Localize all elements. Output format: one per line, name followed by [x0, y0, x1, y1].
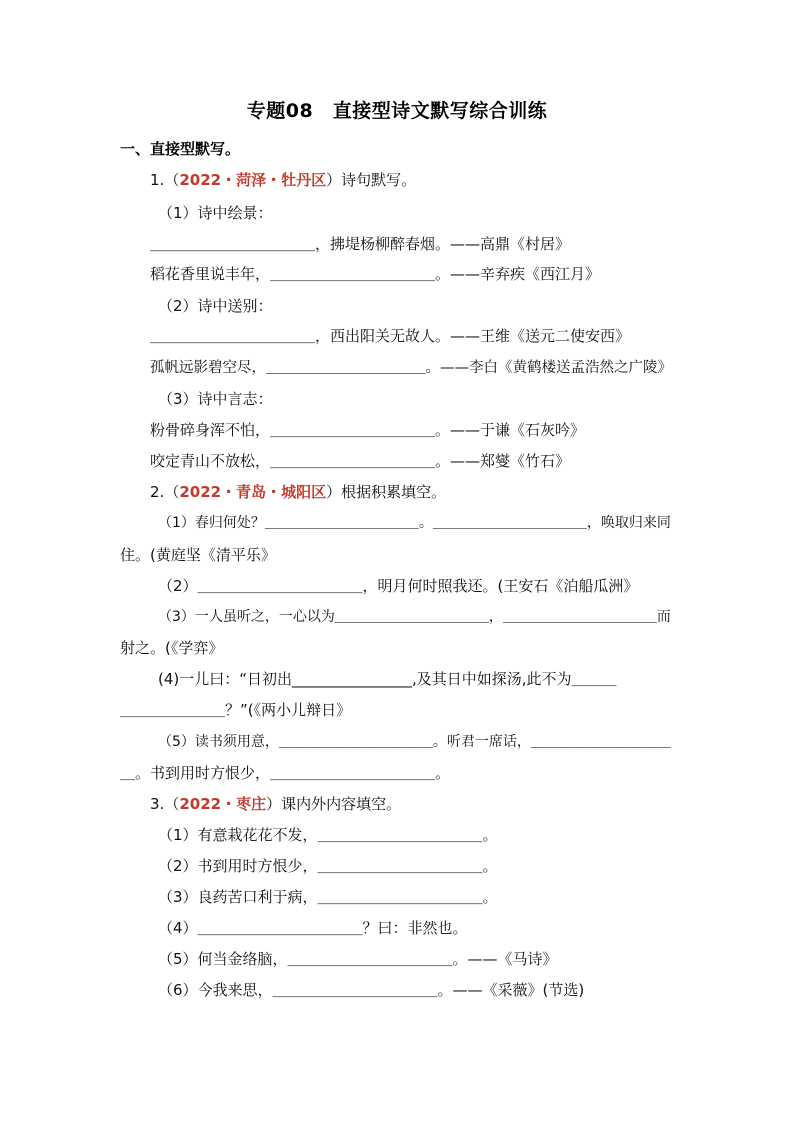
- q1-sub2-label: （2）诗中送别：: [158, 297, 273, 315]
- q2-s2: （2）＿＿＿＿＿＿＿＿＿＿＿，明月何时照我还。(王安石《泊船瓜洲》: [158, 577, 639, 595]
- q1-sub1-line2: 稻花香里说丰年，＿＿＿＿＿＿＿＿＿＿＿。——辛弃疾《西江月》: [150, 265, 601, 283]
- q3-s6: （6）今我来思，＿＿＿＿＿＿＿＿＿＿＿。——《采薇》(节选): [158, 981, 585, 999]
- close-paren: ）: [326, 171, 342, 189]
- question-number: 3.: [150, 795, 165, 813]
- question-source: 2022・青岛・城阳区: [179, 483, 327, 501]
- q2-s5-line2: ＿。书到用时方恨少，＿＿＿＿＿＿＿＿＿＿＿。: [120, 764, 451, 782]
- q1-sub2-line2: 孤帆远影碧空尽，＿＿＿＿＿＿＿＿＿＿＿。——李白《黄鹤楼送孟浩然之广陵》: [150, 360, 672, 376]
- q2-s4-line2: ＿＿＿＿＿＿＿？”(《两小儿辩日》: [120, 701, 352, 719]
- section-heading: 一、直接型默写。: [120, 140, 241, 158]
- q3-s4: （4）＿＿＿＿＿＿＿＿＿＿＿？曰：非然也。: [158, 919, 468, 937]
- q2-s4-line1: (4)一儿曰：“日初出________________,及其日中如探汤,此不为＿＿＿: [158, 670, 617, 688]
- q2-s3-line2: 射之。(《学弈》: [120, 639, 224, 657]
- question-1-header: [150, 170, 416, 190]
- question-number: 1.: [150, 171, 165, 189]
- q2-s3-line1: （3）一人虽听之，一心以为＿＿＿＿＿＿＿＿＿＿＿，＿＿＿＿＿＿＿＿＿＿＿而: [158, 609, 671, 625]
- q3-s1: （1）有意栽花花不发，＿＿＿＿＿＿＿＿＿＿＿。: [158, 826, 498, 844]
- question-source: 2022・菏泽・牡丹区: [179, 171, 327, 189]
- question-prompt: 诗句默写。: [341, 171, 417, 189]
- question-prompt: 课内外内容填空。: [281, 795, 402, 813]
- q3-s5: （5）何当金络脑，＿＿＿＿＿＿＿＿＿＿＿。——《马诗》: [158, 950, 558, 968]
- q2-s1-line2: 住。(黄庭坚《清平乐》: [120, 546, 276, 564]
- q3-s2: （2）书到用时方恨少，＿＿＿＿＿＿＿＿＿＿＿。: [158, 857, 498, 875]
- q1-sub3-label: （3）诗中言志：: [158, 390, 273, 408]
- open-paren: （: [164, 795, 180, 813]
- question-source: 2022・枣庄: [179, 795, 267, 813]
- q1-sub3-line2: 咬定青山不放松，＿＿＿＿＿＿＿＿＿＿＿。——郑燮《竹石》: [150, 452, 571, 470]
- q1-sub1-line1: ＿＿＿＿＿＿＿＿＿＿＿，拂堤杨柳醉春烟。——高鼎《村居》: [150, 235, 571, 253]
- question-number: 2.: [150, 483, 165, 501]
- q2-s5-line1: （5）读书须用意，＿＿＿＿＿＿＿＿＿＿＿。听君一席话，＿＿＿＿＿＿＿＿＿＿: [158, 734, 671, 750]
- close-paren: ）: [326, 483, 342, 501]
- question-prompt: 根据积累填空。: [341, 483, 447, 501]
- q1-sub1-label: （1）诗中绘景：: [158, 204, 273, 222]
- open-paren: （: [164, 483, 180, 501]
- question-3-header: [150, 794, 401, 814]
- question-2-header: [150, 482, 446, 502]
- close-paren: ）: [266, 795, 282, 813]
- q2-s1-line1: （1）春归何处？＿＿＿＿＿＿＿＿＿＿＿。＿＿＿＿＿＿＿＿＿＿＿，唤取归来同: [158, 515, 671, 531]
- page-title: 专题08 直接型诗文默写综合训练: [246, 100, 548, 122]
- q3-s3: （3）良药苦口利于病，＿＿＿＿＿＿＿＿＿＿＿。: [158, 888, 498, 906]
- q1-sub3-line1: 粉骨碎身浑不怕，＿＿＿＿＿＿＿＿＿＿＿。——于谦《石灰吟》: [150, 421, 586, 439]
- q1-sub2-line1: ＿＿＿＿＿＿＿＿＿＿＿，西出阳关无故人。——王维《送元二使安西》: [150, 327, 631, 345]
- open-paren: （: [164, 171, 180, 189]
